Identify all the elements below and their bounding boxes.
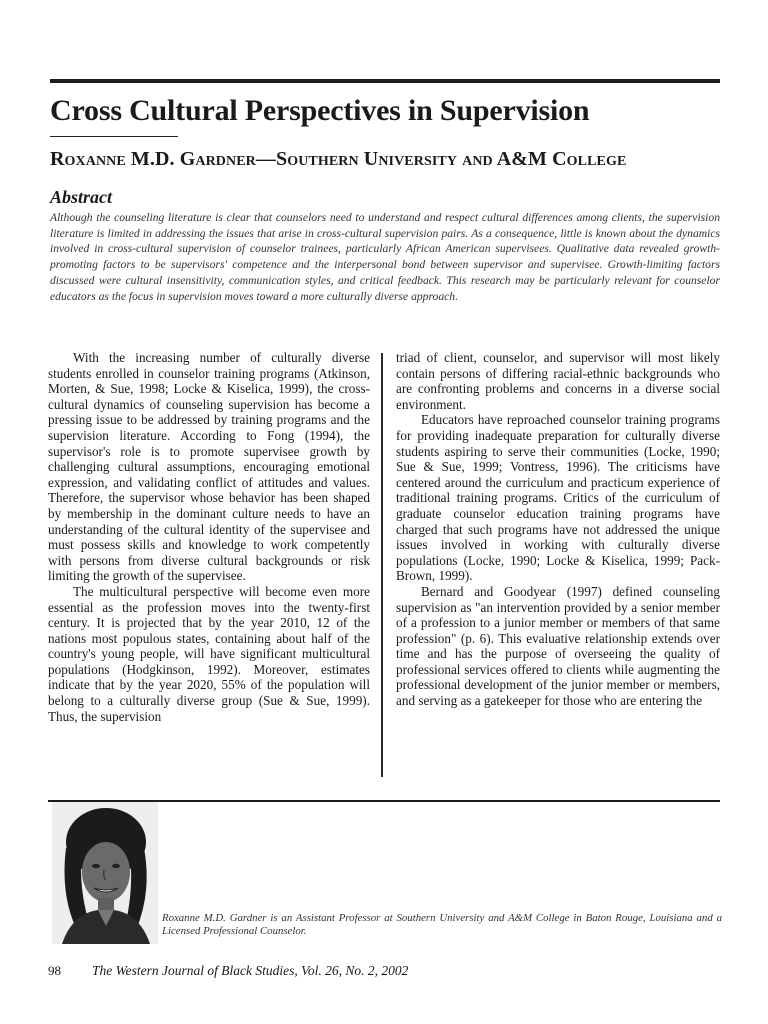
article-title: Cross Cultural Perspectives in Supervision	[50, 94, 590, 127]
author-photo	[52, 802, 158, 944]
abstract-heading: Abstract	[50, 187, 113, 207]
journal-citation: The Western Journal of Black Studies, Vol. 26, No. 2, 2002	[92, 963, 409, 978]
header-rule	[50, 79, 720, 83]
body-paragraph-continued: triad of client, counselor, and supervisor will most likely contain persons of differing racial-ethnic backgrounds who are confronting problems and concerns in a diverse social environment.	[396, 350, 720, 412]
body-paragraph: Bernard and Goodyear (1997) defined counseling supervision as "an intervention provided by a senior member of a profession to a junior member or members of that same profession" (p. 6). This evaluative relationship extends over time and has the purpose of overseeing the quality of professional services offered to clients while augmenting the professional development of the junior member or members, and serving as a gatekeeper for those who are entering the	[396, 583, 720, 709]
abstract-text: Although the counseling literature is clear that counselors need to understand and respect cultural differences among clients, the supervision literature is limited in addressing the issues that arise in cross-cultural supervision pairs. As a consequence, little is known about the dynamics involved in cross-cultural supervision of counselor trainees, particularly African American supervisees. Qualitative data revealed growth-promoting factors to be supervisors' competence and the interpersonal bond between supervisor and supervisee. Growth-limiting factors discussed were cultural insensitivity, communication styles, and critical feedback. This research may be particularly relevant for counselor educators as the focus in supervision moves toward a more culturally diverse approach.	[50, 211, 720, 303]
body-column-right	[396, 350, 720, 709]
body-paragraph: With the increasing number of culturally diverse students enrolled in counselor training programs (Atkinson, Morten, & Sue, 1998; Locke & Kiselica, 1999), the cross-cultural dynamics of counseling supervision has become a pressing issue to be addressed by training programs and the supervision literature. According to Fong (1994), the supervisor's role is to promote supervisee growth by challenging cultural assumptions, encouraging emotional expression, and validating conflict of attitudes and values. Therefore, the supervisor whose behavior has been shaped by membership in the dominant culture needs to have an understanding of the cultural identity of the supervisee and must possess skills and knowledge to work competently with persons from diverse cultural backgrounds or risk limiting the growth of the supervisee.	[48, 350, 370, 584]
title-underline	[50, 136, 178, 137]
column-divider	[381, 353, 383, 777]
author-caption: Roxanne M.D. Gardner is an Assistant Professor at Southern University and A&M College in Baton Rouge, Louisiana and a Licensed Professional Counselor.	[162, 912, 722, 937]
body-paragraph: The multicultural perspective will become even more essential as the profession moves into the twenty-first century. It is projected that by the year 2010, 12 of the nations most populous states, containing about half of the country's young people, will have significant multicultural populations (Hodgkinson, 1992). Moreover, estimates indicate that by the year 2020, 55% of the population will belong to a culturally diverse group (Sue & Sue, 1999). Thus, the supervision	[48, 583, 370, 724]
author-byline: Roxanne M.D. Gardner—Southern University and A&M College	[50, 148, 627, 170]
body-column-left	[48, 350, 370, 724]
page-number: 98	[48, 963, 61, 978]
body-paragraph: Educators have reproached counselor training programs for providing inadequate preparation for culturally diverse students aspiring to serve their communities (Locke, 1990; Sue & Sue, 1999; Vontress, 1996). The criticisms have centered around the curriculum and practicum experience of traditional training programs. Critics of the curriculum of graduate counselor education training programs have charged that such programs have not addressed the unique issues involved in working with culturally diverse populations (Locke, 1990; Locke & Kiselica, 1999; Pack-Brown, 1999).	[396, 412, 720, 584]
